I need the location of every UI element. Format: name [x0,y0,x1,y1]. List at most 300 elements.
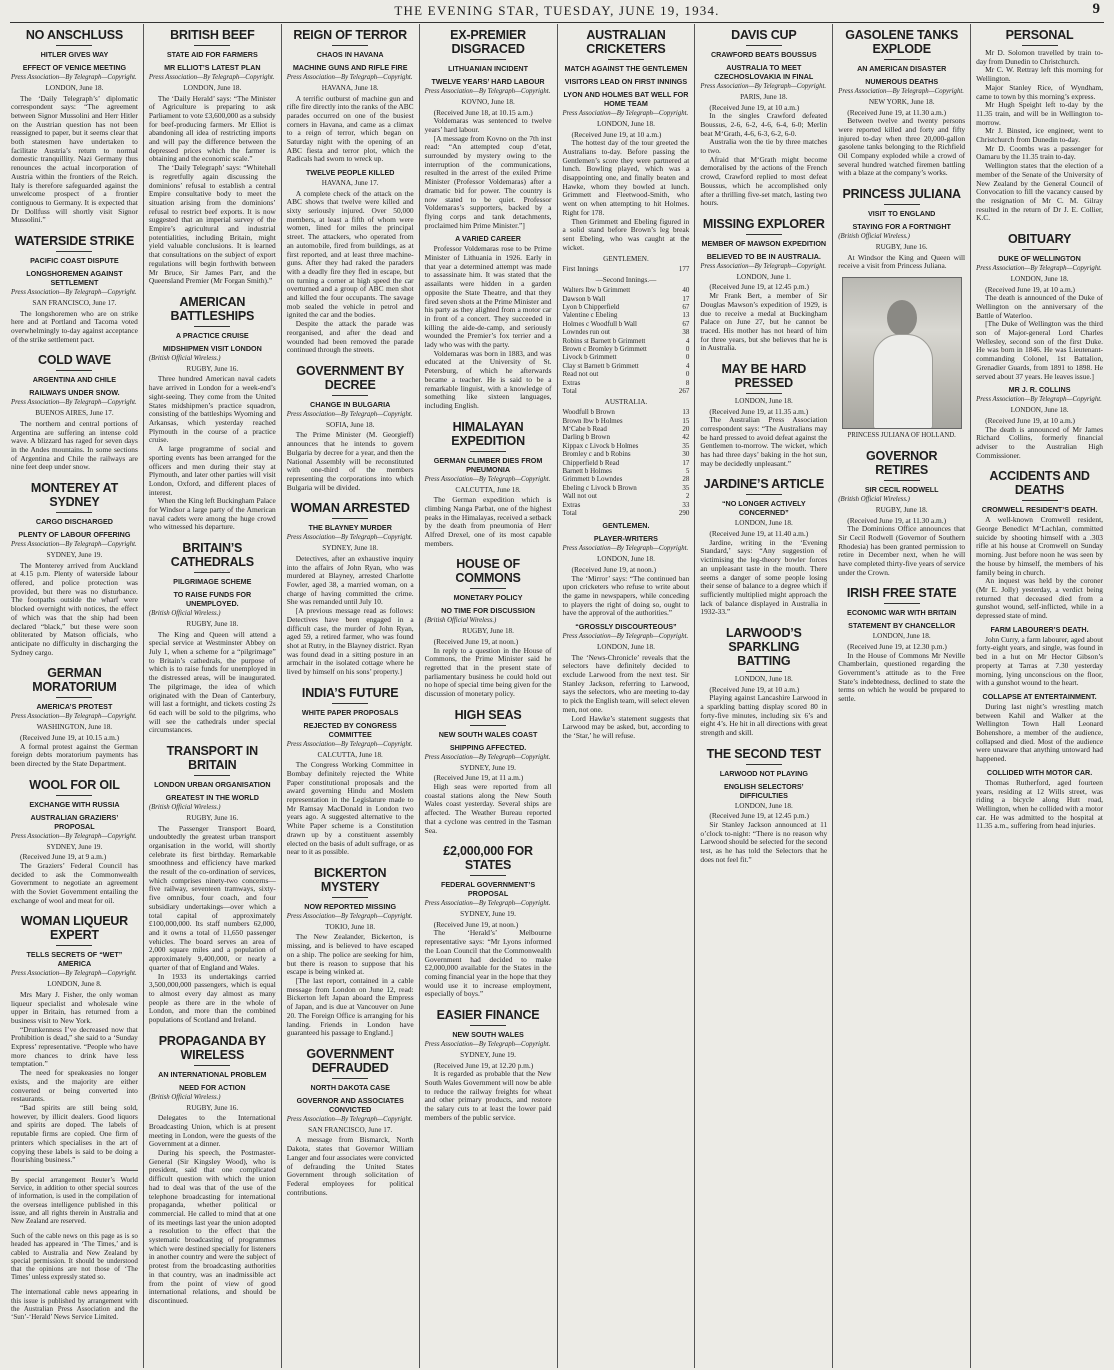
article-byline: Press Association—By Telegraph—Copyright. [424,1041,551,1049]
article-dateline: TOKIO, June 18. [325,922,376,931]
article-dateline: SYDNEY, June 18. [322,544,379,553]
article-dateline: LONDON, June 18. [734,801,793,810]
article-dateline: RUGBY, June 16. [186,814,239,823]
article-subheading: PLAYER-WRITERS [593,534,658,544]
headline-rule [1022,45,1058,46]
article-dateline: SAN FRANCISCO, June 17. [308,1125,393,1134]
article-subheading: LARWOOD NOT PLAYING [719,768,808,778]
article-paragraph: The northern and central portions of Argentina are suffering an intense cold wave. A blizzard has raged for seven days in the Andes mountains. In some sections of Argentina and Chile the railways are nine feet deep under snow. [11,418,138,472]
article-paragraph: “Bad spirits are still being sold, however, by illicit dealers. Good liquors and spirits are doped. The labels of reputable firms are copied. One firm of printers which specialises in the art of copying these labels is said to be doing a flourishing business.” [11,1102,138,1165]
article-subheading: SIR CECIL RODWELL [864,485,939,495]
batsman-name: Livock b Grimmett [562,353,617,362]
article-subheading: BELIEVED TO BE IN AUSTRALIA. [706,251,821,261]
article-byline: (British Official Wireless.) [424,617,497,625]
article-subheading: EFFECT OF VENICE MEETING [22,63,127,72]
article-byline: Press Association—By Telegraph—Copyright. [11,541,137,549]
article-subheading: TWELVE PEOPLE KILLED [305,168,395,178]
batsman-name: Walters lbw b Grimmett [562,286,631,295]
batsman-runs: 42 [682,433,690,442]
batsman-runs: 5 [685,466,690,475]
batsman-name: Brown lbw b Holmes [562,416,623,425]
headline-rule [332,45,368,46]
article-subheading: THE BLAYNEY MURDER [308,523,392,533]
headline-rule [884,480,920,481]
article-paragraph: [A previous message read as follows: Detectives have been engaged in a difficult case, the murder of John Ryan, aged 59, a retired farmer, who was found shot at Rutry, in the Blayney district. Ryan was found dead in a sitting posture in an armchair in the isolated cottage where he lived by himself on his sons’ property.] [286,606,414,677]
article-subheading: ENGLISH SELECTORS’ DIFFICULTIES [723,781,804,800]
article-subheading: COLLAPSE AT ENTERTAINMENT. [982,691,1097,701]
article-headline: JARDINE’S ARTICLE [703,477,825,492]
article-dateline: KOVNO, June 18. [461,98,515,106]
article-paragraph: (Received June 19, at 12.45 p.m.) [709,811,809,821]
article-paragraph: During last night’s wrestling match between Kahil and Walker at the Wellington Town Hall Leonard Bohenshore, a member of the audience, collapsed and died. Most of the audience were unaware that anything untoward had happened. [976,701,1103,764]
article-byline: Press Association—By Telegraph—Copyright. [148,74,275,81]
article-byline: (British Official Wireless.) [838,233,910,241]
scorecard-row [563,442,690,450]
batsman-name: Bromley c and b Robins [562,450,631,459]
headline-rule [332,703,368,704]
article-byline: Press Association—By Telegraph—Copyright. [424,753,551,761]
article-byline: Press Association—By Telegraph—Copyright. [424,900,551,908]
article-subheading: “GROSSLY DISCOURTEOUS” [575,622,677,632]
article-dateline: SYDNEY, June 19. [460,1051,516,1060]
headline-rule [470,451,506,452]
article-paragraph: Australia won the tie by three matches to two. [700,137,828,156]
article-dateline: RUGBY, June 18. [462,627,514,636]
article-subheading: NO TIME FOR DISCUSSION [441,606,535,616]
headline-rule [884,603,920,604]
article-paragraph: The Congress Working Committee in Bombay definitely rejected the White Paper constitutional proposals and the award governing Hindu and Moslem representation in the Legislature made to Mr Ramsay MacDonald in London two years ago. A suggested alternative to the White Paper scheme is a Constitution drawn up by a constituent assembly elected on the basis of adult suffrage, or as near to it as possible. [286,760,414,857]
article-paragraph: Delegates to the International Broadcasting Union, which is at present meeting in London, were the guests of the Government at a dinner. [148,1113,276,1149]
article-subheading: TO RAISE FUNDS FOR UNEMPLOYED. [173,590,252,609]
article-paragraph: The German expedition which is climbing Nanga Parbat, one of the highest peaks in the Himalayas, received a setback by the death from pneumonia of Herr Alfred Drexel, one of its most capable members. [424,495,552,548]
article-subheading: AUSTRALIA TO MEET CZECHOSLOVAKIA IN FINAL [714,63,814,81]
article-paragraph: Between twelve and twenty persons were reported killed and forty and fifty injured to-day when three 20,000-gallon gasolene tanks belonging to the Richfield Oil Company exploded while a crowd of several hundred watched firemen battling with a blaze at the company’s works. [838,116,966,178]
scorecard-row [563,295,690,303]
headline-rule [194,572,230,573]
article-paragraph: The ‘Herald’s’ Melbourne representative says: “Mr Lyons informed the Loan Council that the Commonwealth Government had decided to make £2,000,000 available for the States in the coming financial year in the hope that they would use it to increase employment, especially of boys.” [424,928,552,999]
article-paragraph: The ‘Daily Telegraph’ says: “Whitehall is regretfully again discussing the dominions’ refusal to establish a central Empire consultative body to meet the situation arising from the dominions’ refusal to restrict beef exports. It is now suggested that an imperial survey of the Empire’s agricultural and industrial potentialities, including Britain, might yield valuable conclusions. It is learned that consultations on the subject of export regulations will begin forthwith between Mr Bruce, Sir James Parr, and the Queensland Premier (Mr Forgan Smith).” [148,163,276,286]
batsman-runs: 67 [682,302,690,311]
scorecard-row [563,450,690,458]
article-subheading: AN INTERNATIONAL PROBLEM [158,1069,267,1079]
article-headline: ACCIDENTS AND DEATHS [989,469,1090,498]
article-paragraph: A message from Bismarck, North Dakota, states that Governor William Langer and four associates were convicted of defrauding the United States Government through solicitation of Federal employees for political contributions. [286,1135,414,1197]
batsman-runs: 35 [682,441,690,450]
article-dateline: NEW YORK, June 18. [868,98,935,106]
portrait-head [887,300,917,336]
article-paragraph: Playing against Lancashire Larwood in a sparkling batting display scored 80 in forty-five minutes, including six 6’s and eight 4’s. He hit in all directions with great strength and skill. [700,693,828,738]
article-paragraph: The Monterey arrived from Auckland at 4.15 p.m. Plenty of waterside labour offered, and police protection was provided, but there was no disturbance. The footpaths outside the wharf were blocked overnight with notices, the effect of which was that the ship had been declared “black,” but these were soon obliterated by Matson officials, who anticipate no difficulty in discharging the Sydney cargo. [11,560,138,657]
article-byline: Press Association—By Telegraph—Copyright. [562,545,689,553]
headline-rule [470,1025,506,1026]
article-paragraph: The Passenger Transport Board, undoubtedly the greatest urban transport organisation in the world, will shortly celebrate its first birthday. Remarkable smoothness and efficiency have marked the result of the co-ordination of services, which comprises ninety-two concerns—five railway, seventeen tramways, sixty-five omnibus, four coach, and four subsidiary undertakings—over which a total capital of approximately £100,000,000. Its staff numbers 62,000, and it owns a total of 11,650 passenger vehicles. The board serves an area of 2,000 square miles and a population of approximately 9,400,000, or nearly a quarter of that of England and Wales. [148,823,276,972]
batsman-name: Clay st Barnett b Grimmett [562,361,639,370]
article-headline: PERSONAL [1005,28,1074,42]
scorecard-row [563,433,690,441]
article-headline: BRITISH BEEF [170,28,255,42]
article-paragraph: Detectives, after an exhaustive inquiry into the affairs of John Ryan, who was murdered at Blayney, arrested Charlotte Fowler, aged 38, a married woman, on a charge of having committed the crime. She was remanded until July 10. [286,553,414,607]
batsman-runs: 20 [682,424,690,433]
article-byline: Press Association—By Telegraph—Copyright. [11,399,137,407]
article-paragraph: When the King left Buckingham Palace for Windsor a large party of the American naval cadets were among the huge crowd who witnessed his departure. [148,496,276,532]
article-dateline: SYDNEY, June 19. [46,551,103,560]
article-paragraph: (Received June 19, at 10 a.m.) [571,129,662,139]
article-paragraph: The death is announced of Mr James Richard Collins, formerly financial adviser to the Australian High Commissioner. [976,424,1103,460]
article-subheading: STATEMENT BY CHANCELLOR [848,621,956,631]
article-subheading: PACIFIC COAST DISPUTE [30,256,119,266]
article-paragraph: (Received June 19, at 12.45 p.m.) [709,282,809,292]
article-subheading: FARM LABOURER’S DEATH. [990,624,1089,634]
article-paragraph: The Dominions Office announces that Sir Cecil Rodwell (Governor of Southern Rhodesia) has been granted permission to retire in December next, when he will have completed thirty-five years of service under the Crown. [838,524,966,577]
article-byline: Press Association—By Telegraph—Copyright. [11,832,137,840]
batsman-runs: 4 [685,336,690,345]
article-dateline: LONDON, June 18. [596,120,655,128]
article-headline: GOVERNOR RETIRES [866,449,938,478]
batsman-runs: 13 [682,311,690,320]
article-headline: INDIA’S FUTURE [301,685,399,700]
article-paragraph: [The last report, contained in a cable message from London on June 12, read: Bickerton left Japan aboard the Empress of Japan, and is due at Vancouver on June 20. The Foreign Office is arranging for his landing. Friends in London have guaranteed his passage to England.] [286,976,414,1038]
article-dateline: LONDON, June 18. [872,632,931,641]
batsman-name: Wall not out [562,492,597,501]
article-paragraph: “Drunkenness I’ve decreased now that Prohibition is dead,” she said to a ‘Sunday Express’ representative. “People who have more chances to drink have less temptation.” [11,1024,138,1069]
scorecard-row [563,459,690,467]
article-dateline: SYDNEY, June 19. [460,763,516,772]
batsman-name: Grimmett b Lowndes [562,475,623,484]
article-headline: COLD WAVE [37,353,111,368]
copyright-notice: By special arrangement Reuter’s World Service, in addition to other special sources of information, is used in the compilation of the overseas intelligence published in this issue, and all rights therein in Australia and New Zealand are reserved. [11,1175,138,1225]
article-headline: GERMAN MORATORIUM [32,666,117,695]
article-subheading: AN AMERICAN DISASTER [857,64,947,73]
article-headline: HIGH SEAS [454,707,522,722]
article-byline: Press Association—By Telegraph—Copyright. [976,265,1102,273]
article-subheading: LONGSHOREMEN AGAINST SETTLEMENT [26,269,123,288]
article-paragraph: (Received June 19, at noon.) [433,919,519,929]
scorecard-row [563,492,690,500]
scorecard-row [563,311,690,319]
scorecard-row [563,353,690,361]
article-paragraph: (Received June 19, at 9 a.m.) [20,852,107,862]
article-dateline: LONDON, June 18. [734,519,793,528]
article-subheading: REJECTED BY CONGRESS COMMITTEE [303,720,397,739]
article-subheading: CRAWFORD BEATS BOUSSUS [710,50,817,59]
article-paragraph: John Curry, a farm labourer, aged about forty-eight years, and single, was found in bed in a hut on Mr Hector Gibson’s property at Tarras at 7.30 yesterday morning, lying unconscious on the floor, with a gunshot wound to the heart. [976,634,1103,688]
article-dateline: CALCUTTA, June 18. [455,485,521,494]
article-byline: (British Official Wireless.) [838,496,910,504]
article-headline: GOVERNMENT BY DECREE [296,363,405,392]
batsman-runs: 30 [682,450,690,459]
article-subheading: PILGRIMAGE SCHEME [173,577,252,587]
article-paragraph: Mr C. W. Rettray left this morning for Wellington. [976,65,1103,84]
scorecard-row [563,286,690,294]
headline-rule [56,945,92,946]
news-column [833,24,971,1368]
batsman-runs: 40 [682,286,690,295]
article-subheading: STAYING FOR A FORTNIGHT [852,222,951,232]
article-paragraph: (Received June 19, at 12.30 p.m.) [847,641,947,651]
batsman-name: Lyon b Chipperfield [562,302,620,311]
article-subheading: MACHINE GUNS AND RIFLE FIRE [292,63,408,72]
scorecard-row [563,425,690,433]
headline-rule [746,45,782,46]
article-paragraph: Mr Frank Bert, a member of Sir Douglas Mawson’s expedition of 1929, is due to receive a medal at Buckingham Palace on June 27, but he cannot be traced. His mother has not heard of him for three years, but she believes that he is in Australia. [700,291,828,353]
article-byline: Press Association—By Telegraph—Copyright. [424,475,551,483]
copyright-notice: The international cable news appearing in this issue is published by arrangement with the Australian Press Association and the ‘Sun’-‘Herald’ News Service Limited. [11,1288,138,1321]
article-paragraph: Mr D. Solomon travelled by train to-day from Dunedin to Christchurch. [976,48,1103,66]
article-paragraph: Sir Stanley Jackson announced at 11 o’clock to-night: “There is no reason why Larwood should be selected for the second test, as he has told the Selectors that he does not feel fit.” [700,819,828,864]
article-paragraph: Afraid that M‘Grath might become demoralised by the actions of the French crowd, Crawford replied to most defeat Boussus, which he accomplished only after a thrilling five-set match, lasting two hours. [700,154,828,208]
article-subheading: EXCHANGE WITH RUSSIA [29,799,120,809]
article-subheading: TELLS SECRETS OF “WET” AMERICA [26,950,123,969]
batsman-runs: 4 [685,361,690,370]
batsman-runs: 17 [682,458,690,467]
article-paragraph: An inquest was held by the coroner (Mr E. Jolly) yesterday, a verdict being returned that deceased died from a gunshot wound, self-inflicted, while in a depressed state of mind. [976,576,1103,621]
article-subheading: MEMBER OF MAWSON EXPEDITION [701,238,827,248]
article-byline: (British Official Wireless.) [148,354,221,362]
batsman-name: Extras [562,378,581,387]
batsman-name: Brown c Bromley b Grimmett [562,345,647,353]
article-headline: BICKERTON MYSTERY [314,865,387,894]
article-subheading: NEW SOUTH WALES [452,1030,524,1040]
article-paragraph: Thomas Rutherford, aged fourteen years, residing at 12 Wills street, was riding a bicycle along Hutt road, Wellington, when he collided with a motor car. He was admitted to the hospital at 11.35 a.m., suffering from head injuries. [976,777,1103,831]
article-paragraph: The New Zealander, Bickerton, is missing, and is believed to have escaped on a ship. The police are seeking for him, but there is reason to suppose that his escape is being winked at. [286,932,414,977]
headline-rule [746,234,782,235]
headline-rule [1022,249,1058,250]
article-paragraph: Professor Voldemaras rose to be Prime Minister of Lithuania in 1926. Early in that year a determined attempt was made to assassinate him. It was stated that the assailants were hidden in a garden opposite the State Theatre, and that they fired seven shots at the Prime Minister and his party as they alighted from a motor car in front of a concert. They succeeded in killing the aide-de-camp, and seriously wounded the Premier’s fox terrier and a lady who was with the party. [424,244,552,350]
article-paragraph: (Received June 19, at noon.) [433,636,519,646]
article-headline: WOOL FOR OIL [29,777,120,792]
headline-rule [470,725,506,726]
headline-rule [332,518,368,519]
batsman-runs: 8 [685,378,690,387]
article-paragraph: Mrs Mary J. Fisher, the only woman liqueur specialist and wholesale wine upper in Britain, has returned from a business visit to New York. [11,989,138,1025]
article-headline: £2,000,000 FOR STATES [443,844,533,873]
article-byline: Press Association—By Telegraph—Copyright. [700,262,827,270]
article-dateline: RUGBY, June 18. [875,506,928,515]
article-subheading: NEW SOUTH WALES COAST [438,729,538,739]
article-dateline: LONDON, June 18. [596,643,655,652]
article-paragraph: Despite the attack the parade was reorganised, and after the dead and wounded had been removed the parade continued through the streets. [286,319,414,355]
headline-rule [56,697,92,698]
article-paragraph: The death is announced of the Duke of Wellington on the anniversary of the Battle of Waterloo. [976,293,1103,320]
article-subheading: CHANGE IN BULGARIA [310,399,391,409]
article-paragraph: (Received June 19, at 10 a.m.) [985,284,1076,294]
article-subheading: MONETARY POLICY [453,593,523,603]
total-label: Total [562,509,577,518]
total-value: 267 [678,387,690,396]
batsman-name: Valentine c Ebeling [562,311,618,320]
batsman-name: Read not out [562,370,599,379]
article-byline: Press Association—By Telegraph—Copyright. [11,289,137,297]
article-headline: WOMAN ARRESTED [290,501,410,516]
headline-rule [56,512,92,513]
article-dateline: LONDON, June 18. [596,555,655,564]
article-dateline: LONDON, June 18. [45,84,104,92]
headline-rule [470,59,506,60]
article-headline: AMERICAN BATTLESHIPS [170,294,255,323]
article-paragraph: Mr Hugh Speight left to-day by the 11.35 train, and will be in Wellington to-morrow. [976,100,1103,127]
article-byline: Press Association—By Telegraph—Copyright. [424,88,551,95]
article-paragraph: The need for speakeasies no longer exists, and the majority are either converted or being converted into restaurants. [11,1068,138,1104]
news-column [6,24,144,1368]
scorecard-total [563,387,690,395]
article-paragraph: Lord Hawke’s statement suggests that Larwood may be asked, but, according to the ‘Star,’ he will refuse. [562,713,690,740]
article-byline: Press Association—By Telegraph—Copyright. [286,74,413,81]
scorecard-row [563,345,690,353]
article-byline: Press Association—By Telegraph—Copyright. [976,396,1102,404]
batsman-name: Extras [562,500,581,509]
article-headline: HOUSE OF COMMONS [455,557,521,586]
article-subheading: GERMAN CLIMBER DIES FROM PNEUMONIA [433,455,543,474]
article-subheading: FEDERAL GOVERNMENT’S PROPOSAL [441,880,536,899]
batsman-name: Ebeling c Livock b Brown [562,483,637,492]
article-subheading: LONDON URBAN ORGANISATION [154,780,271,790]
article-paragraph: (Received June 19, at noon.) [571,564,657,574]
article-headline: WOMAN LIQUEUR EXPERT [20,914,128,943]
article-byline: (British Official Wireless.) [148,610,221,618]
scorecard-row [563,417,690,425]
article-paragraph: The ‘News-Chronicle’ reveals that the selectors have definitely decided to exclude Larwood from the next test. Sir Stanley Jackson, referring to Larwood, says the selectors, who are meeting to-day to pick the English team, will select eleven men, not one. [562,652,690,714]
article-byline: Press Association—By Telegraph—Copyright. [11,74,137,81]
batsman-runs: 35 [682,483,690,492]
article-subheading: NUMEROUS DEATHS [865,77,939,86]
article-subheading: DUKE OF WELLINGTON [998,254,1081,264]
headline-rule [56,795,92,796]
batsman-runs: 38 [682,328,690,337]
news-column [971,24,1108,1368]
scorecard-title: AUSTRALIA. [604,398,648,407]
news-column [558,24,696,1368]
batsman-name: Robins st Barnett b Grimmett [562,336,646,345]
article-headline: PRINCESS JULIANA [842,187,961,202]
article-paragraph: A complete check of the attack on the ABC shows that twelve were killed and sixty seriously injured. Over 50,000 members, at least a fifth of whom were women, lined for miles the principal street. The attackers, who operated from an automobile, fired from buildings, as at first reported, and at least three machine-guns. After they had raked the paraders with a deadly fire they fled in escape, but on turning a corner at high speed the car overturned and a group of ABC men shot and killed the four occupants. The savage mob sealed the vehicle in petrol and ignited the car and the bodies. [286,188,414,320]
article-dateline: PARIS, June 18. [740,93,788,101]
headline-rule [56,45,92,46]
article-subheading: AMERICA’S PROTEST [36,702,113,712]
headline-rule [746,671,782,672]
headline-rule [746,764,782,765]
article-paragraph: Jardine, writing in the ‘Evening Standard,’ says: “Any suggestion of victimising the leg-theory bowler forces an unpleasant taste in the mouth. There seems a danger of some people losing their sense of balance to a degree which if sufficiently multiplied might approach the lack of balance displayed in Australia in 1932-33.” [700,537,828,617]
article-headline: GOVERNMENT DEFRAUDED [306,1046,394,1075]
article-paragraph: At Windsor the King and Queen will receive a visit from Princess Juliana. [838,252,966,271]
article-byline: Press Association—By Telegraph—Copyright. [286,410,413,418]
scorecard-subtitle: —Second Innings.— [595,276,657,285]
headline-rule [746,494,782,495]
article-paragraph: In 1933 its undertakings carried 3,500,000,000 passengers, which is equal to almost every day almost as many people as there are in the whole of London, and more than the combined populations of Scotland and Ireland. [148,971,276,1025]
notice-divider [11,1170,138,1171]
batsman-name: Chipperfield b Read [562,458,620,467]
article-paragraph: (Received June 18, at 10.15 a.m.) [433,107,533,117]
article-subheading: VISIT TO ENGLAND [868,209,936,219]
article-headline: MONTEREY AT SYDNEY [30,481,119,510]
article-paragraph: In reply to a question in the House of Commons, the Prime Minister said he regretted that in the present state of parliamentary business he could hold out no hope of special time being given for the discussion of monetary policy. [424,645,552,699]
article-paragraph: The Graziers’ Federal Council has decided to ask the Commonwealth Government to negotiate an agreement with the Soviet Government entailing the exchange of wool and meat for oil. [11,860,138,905]
article-byline: Press Association—By Telegraph—Copyright. [11,970,137,978]
scorecard-row [563,265,690,273]
article-dateline: CALCUTTA, June 18. [317,750,383,759]
article-headline: IRISH FREE STATE [846,586,957,601]
article-paragraph: High seas were reported from all coastal stations along the New South Wales coast yesterday. Several ships are affected. The Weather Bureau reported that a cyclone was centred in the Tasman Sea. [424,782,552,835]
batsman-runs: 67 [682,319,690,328]
article-paragraph: Mr D. Coombs was a passenger for Oamaru by the 11.35 train to-day. [976,143,1103,162]
scorecard-row [563,337,690,345]
article-paragraph: Then Grimmett and Ebeling figured in a solid stand before Brown’s leg break sent Ebeling, who was caught at the wicket. [562,216,690,252]
article-paragraph: A terrific outburst of machine gun and rifle fire directly into the ranks of the ABC parades occurred on one of the busiest corners in Havana, and came as a climax to a reign of terror, which began on Saturday night with the opening of an ABC fiesta and terror plot, which the Radicals had sworn to wreck up. [286,93,414,164]
headline-rule [884,204,920,205]
headline-rule [470,875,506,876]
article-paragraph: (Received June 19, at 11.30 a.m.) [847,515,947,525]
scorecard-row [563,379,690,387]
article-dateline: SYDNEY, June 19. [460,910,516,919]
article-paragraph: Voldemaras was sentenced to twelve years’ hard labour. [424,116,552,134]
column-grid [6,24,1108,1368]
article-subheading: “NO LONGER ACTIVELY CONCERNED” [721,499,806,518]
headline-rule [194,45,230,46]
article-headline: MISSING EXPLORER [702,216,825,231]
article-dateline: WASHINGTON, June 18. [36,723,113,732]
batsman-name: Dawson b Wall [562,294,606,303]
scorecard-title: GENTLEMEN. [603,255,649,264]
total-value: 290 [678,509,690,518]
article-dateline: LONDON, June 18. [1010,275,1069,284]
article-byline: Press Association—By Telegraph—Copyright. [11,713,137,721]
scorecard-row [563,370,690,378]
headline-rule [194,326,230,327]
article-subheading: GOVERNOR AND ASSOCIATES CONVICTED [296,1095,404,1114]
article-subheading: CHAOS IN HAVANA [316,50,384,59]
scorecard-label: First Innings [562,265,599,274]
batsman-name: Lowndes run out [562,328,610,337]
article-subheading: ECONOMIC WAR WITH BRITAIN [847,608,957,618]
article-subheading: LYON AND HOLMES BAT WELL FOR HOME TEAM [563,90,689,108]
article-subheading: A PRACTICE CRUISE [175,330,249,340]
batsman-runs: 2 [685,492,690,501]
article-byline: Press Association—By Telegraph—Copyright. [562,110,689,117]
batsman-runs: 15 [682,416,690,425]
article-dateline: SYDNEY, June 19. [46,842,103,851]
article-headline: REIGN OF TERROR [293,28,408,42]
news-column [420,24,558,1368]
batsman-runs: 13 [682,408,690,417]
article-subheading: GREATEST IN THE WORLD [165,793,259,803]
article-subheading: NORTH DAKOTA CASE [310,1082,390,1092]
article-paragraph: The Prime Minister (M. Georgieff) announces that he intends to govern Bulgaria by decree for a year, and then the National Assembly will be reconstituted with one-third of the members representing the corporations into which Bulgaria will be divided. [286,430,414,492]
article-subheading: ARGENTINA AND CHILE [32,375,117,385]
article-paragraph: (Received June 19, at 10 a.m.) [709,102,800,112]
article-subheading: PLENTY OF LABOUR OFFERING [18,530,131,540]
batsman-name: Kippax c Livock b Holmes [562,441,639,450]
article-headline: EX-PREMIER DISGRACED [450,28,526,56]
batsman-runs: 17 [682,294,690,303]
article-dateline: LONDON, June 8. [47,980,102,989]
article-paragraph: It is regarded as probable that the New South Wales Government will now be able to reduce the railway freights for wheat and other primary products, and restore the salary cuts to at least the lower paid members of the public service. [424,1069,552,1122]
article-headline: EASIER FINANCE [436,1008,540,1023]
article-headline: OBITUARY [1007,232,1072,247]
batsman-runs: 33 [682,500,690,509]
article-paragraph: The ‘Daily Herald’ says: “The Minister of Agriculture is preparing to ask Parliament to vote £3,600,000 as a subsidy for beef-producing farmers. Mr Elliot is abandoning all idea of restricting imports and will pay the difference between the depressed prices which the farmer is obtaining and the economic scale.” [148,93,276,164]
article-paragraph: The King and Queen will attend a special service at Westminster Abbey on July 1, when a scheme for a “pilgrimage” to Britain’s cathedrals, the purpose of which is to raise funds for unemployed in the distressed areas, will be inaugurated. The pilgrimage, the idea of which originated with the Dean of Canterbury, will last a fortnight, and tickets costing 2s 6d each will be sold to the pilgrims, who will see the cathedrals under special circumstances. [148,629,276,735]
headline-rule [1022,500,1058,501]
article-byline: Press Association—By Telegraph—Copyright. [286,1115,413,1123]
article-subheading: SHIPPING AFFECTED. [449,742,527,752]
article-paragraph: A formal protest against the German foreign debts moratorium payments has been directed by the State Department. [11,741,138,768]
batsman-name: Holmes c Woodfull b Wall [562,319,637,328]
article-headline: PROPAGANDA BY WIRELESS [158,1033,266,1062]
headline-rule [884,59,920,60]
headline-rule [194,1065,230,1066]
article-paragraph: (Received June 19, at 11.40 a.m.) [709,528,809,538]
headline-rule [332,1078,368,1079]
scorecard-row [563,475,690,483]
